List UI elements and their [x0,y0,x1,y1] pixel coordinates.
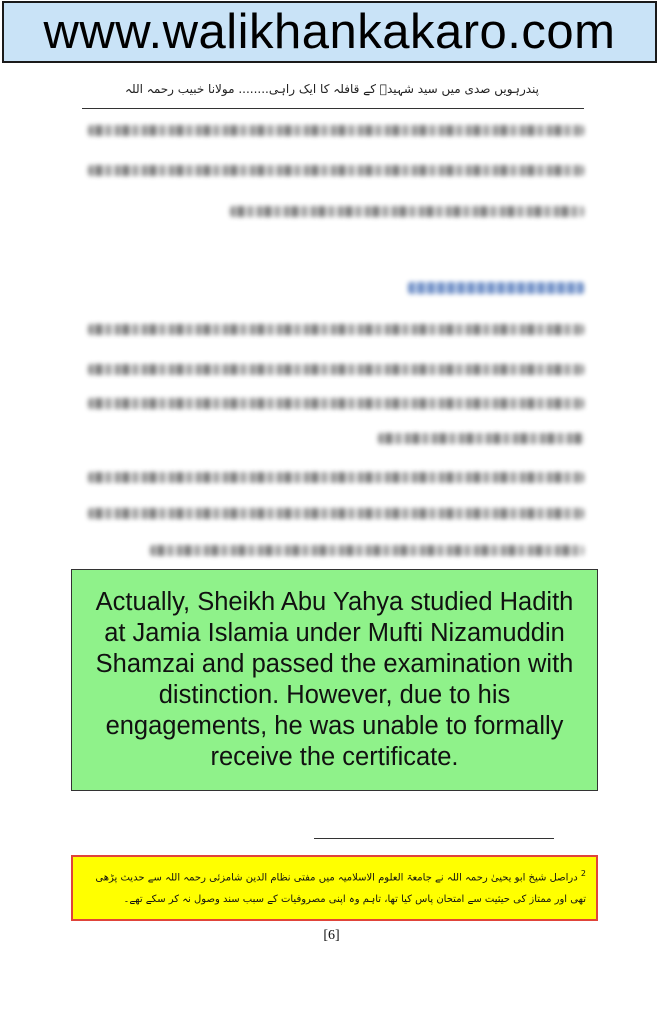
blurred-line [88,324,584,335]
footnote-text: دراصل شیخ ابو یحییٰ رحمہ اللہ نے جامعۃ العلوم الاسلامیہ میں مفتی نظام الدین شامزئی رحمہ اللہ سے حدیث پڑھی تھی اور ممتاز کی حیثیت سے امتحان پاس کیا تھا، تاہم وہ اپنی مصروفیات کے سبب سند وصول نہ کر سکے تھے۔ [95,872,586,906]
blurred-section-heading [408,282,584,294]
site-banner [2,1,657,63]
blurred-line [88,508,584,519]
running-head: پندرہویں صدی میں سید شہیدؒ کے قافلہ کا ایک راہی........ مولانا خبیب رحمہ اللہ [124,82,540,96]
footnote-divider [314,838,554,839]
translation-callout [71,569,598,791]
blurred-line [88,398,584,409]
blurred-line [88,472,584,483]
callout-text: Actually, Sheikh Abu Yahya studied Hadith at Jamia Islamia under Mufti Nizamuddin Shamzai and passed the examination with distinction. However, due to his engagements, he was unable to formally receive the certificate. [95,588,574,771]
footnote-number: 2 [580,869,586,878]
footnote-box [71,855,598,921]
header-divider [82,108,584,109]
blurred-line [88,364,584,375]
page-number: [6] [323,928,340,943]
blurred-line [150,545,584,556]
site-url: www.walikhankakaro.com [43,5,616,59]
blurred-line [88,165,584,176]
blurred-line [378,433,584,444]
blurred-line [230,206,584,217]
blurred-line [88,125,584,136]
